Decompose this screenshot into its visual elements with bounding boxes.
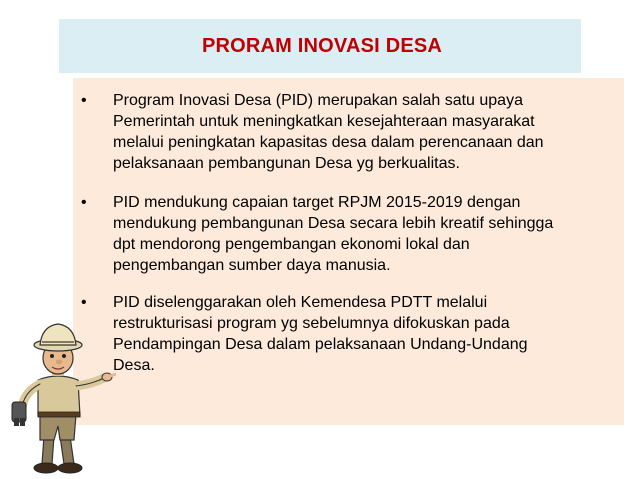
bullet-line: restrukturisasi program yg sebelumnya difokuskan pada xyxy=(113,315,510,332)
bullet-line: pengembangan sumber daya manusia. xyxy=(113,257,391,274)
content-panel xyxy=(73,78,624,425)
bullet-text xyxy=(113,90,613,174)
bullet-line: PID mendukung capaian target RPJM 2015-2019 dengan xyxy=(113,194,521,211)
bullet-line: Pendampingan Desa dalam pelaksanaan Undang-Undang xyxy=(113,336,528,353)
title-banner xyxy=(59,19,581,73)
bullet-line: mendukung pembangunan Desa secara lebih kreatif sehingga xyxy=(113,215,554,232)
bullet-line: Pemerintah untuk meningkatkan kesejahteraan masyarakat xyxy=(113,113,535,130)
bullet-marker: • xyxy=(81,294,87,311)
bullet-marker: • xyxy=(81,194,87,211)
bullet-line: melalui peningkatan kapasitas desa dalam perencanaan dan xyxy=(113,134,544,151)
bullet-marker: • xyxy=(81,92,87,109)
bullet-line: PID diselenggarakan oleh Kemendesa PDTT melalui xyxy=(113,294,488,311)
slide-title: PRORAM INOVASI DESA xyxy=(201,34,443,57)
bullet-line: Desa. xyxy=(113,357,155,374)
bullet-text xyxy=(113,192,613,276)
bullet-line: Program Inovasi Desa (PID) merupakan salah satu upaya xyxy=(113,92,523,109)
bullet-line: pelaksanaan pembangunan Desa yg berkualitas. xyxy=(113,155,460,172)
bullet-line: dpt mendorong pengembangan ekonomi lokal dan xyxy=(113,236,470,253)
bullet-text xyxy=(113,292,613,376)
explorer-pointing-character xyxy=(4,318,116,476)
